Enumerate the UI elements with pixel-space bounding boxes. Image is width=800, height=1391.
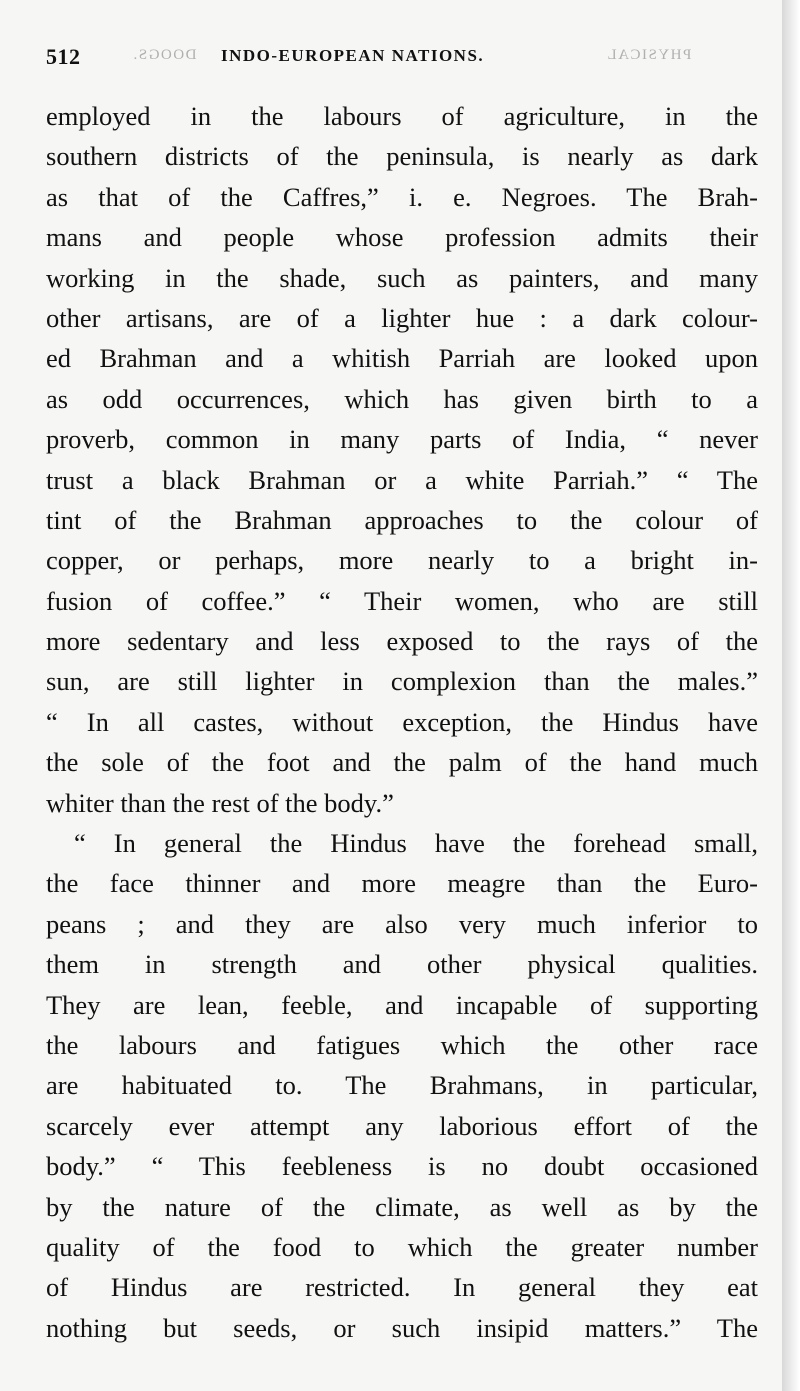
text-line: the face thinner and more meagre than the Euro- [46,868,758,899]
text-line: employed in the labours of agriculture, in the [46,101,758,131]
text-line: scarcely ever attempt any laborious effort of the [46,1110,758,1141]
text-line: “ In general the Hindus have the forehead small, [74,828,758,859]
text-line: fusion of coffee.” “ Their women, who are still [46,585,758,616]
text-line: sun, are still lighter in complexion than the males.” [46,666,758,697]
body-text [46,96,758,1348]
text-line: of Hindus are restricted. In general they eat [46,1272,758,1303]
text-line: They are lean, feeble, and incapable of supporting [46,989,758,1020]
text-line: body.” “ This feebleness is no doubt occasioned [46,1151,758,1182]
text-line: the labours and fatigues which the other race [46,1029,758,1060]
text-line: as odd occurrences, which has given birth to a [46,383,758,414]
text-line: by the nature of the climate, as well as by the [46,1191,758,1222]
text-line: southern districts of the peninsula, is nearly as dark [46,141,758,172]
page-header [46,44,758,76]
text-line: copper, or perhaps, more nearly to a bright in- [46,545,758,576]
text-line: proverb, common in many parts of India, “ never [46,424,758,455]
text-line: tint of the Brahman approaches to the colour of [46,504,758,535]
text-line: nothing but seeds, or such insipid matters.” The [46,1312,758,1343]
page-number: 512 [46,44,81,69]
bleed-through-text-right: PHYSICAL [606,47,692,63]
text-line: “ In all castes, without exception, the Hindus have [46,706,758,737]
text-line: trust a black Brahman or a white Parriah.” “ The [46,464,758,495]
text-line: them in strength and other physical qualities. [46,949,758,980]
text-line: peans ; and they are also very much inferior to [46,908,758,939]
text-line: quality of the food to which the greater number [46,1231,758,1262]
text-line: ed Brahman and a whitish Parriah are looked upon [46,343,758,374]
text-line: other artisans, are of a lighter hue : a dark colour- [46,302,758,333]
text-line: as that of the Caffres,” i. e. Negroes. The Brah- [46,181,758,212]
text-line: whiter than the rest of the body.” [46,787,394,818]
bleed-through-text-left: DOOGS. [132,47,197,63]
text-line: mans and people whose profession admits their [46,222,758,253]
text-line: are habituated to. The Brahmans, in particular, [46,1070,758,1101]
running-head: INDO-EUROPEAN NATIONS. [221,46,485,65]
text-line: more sedentary and less exposed to the rays of the [46,626,758,657]
text-line: the sole of the foot and the palm of the hand much [46,747,758,778]
text-line: working in the shade, such as painters, and many [46,262,758,293]
page-edge [782,0,800,1391]
